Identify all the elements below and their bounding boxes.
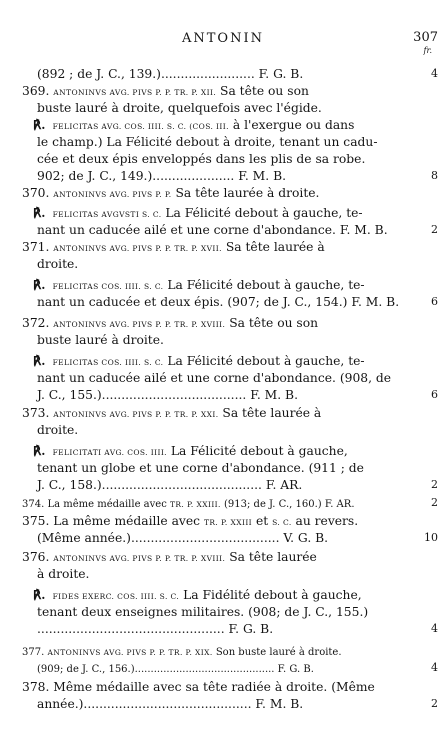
entry-text: 373. [22,406,54,420]
entry-line [22,316,318,332]
entry-line [22,240,325,256]
entry-text: tenant un globe et une corne d'abondance. (911 ; de [37,461,364,475]
entry-text: (909; de J. C., 156.)............................................ F. G. B. [37,664,314,675]
legend-inscription: FELICITAS AVG. COS. IIII. S. C. (COS. III. [52,122,229,131]
price-value: 2 [431,223,438,236]
entry-line [22,680,375,694]
entry-line [37,371,391,385]
entry-line [37,257,78,271]
entry-line [33,588,362,604]
entry-line [37,661,314,677]
value-column-label: fr. [423,46,432,55]
entry-line [37,333,164,347]
entry-text: buste lauré à droite, quelquefois avec l'égide. [37,101,322,115]
legend-inscription: ANTONINVS AVG. PIVS P. P. TR. P. XII. [53,88,217,97]
entry-text: au revers. [291,514,359,528]
legend-inscription: FELICITAS AVGVSTI S. C. [52,210,162,219]
legend-inscription: FELICITATI AVG. COS. IIII. [52,448,167,457]
page-title: ANTONIN [182,31,264,46]
entry-line [37,223,388,237]
running-header [0,31,446,47]
legend-inscription: ANTONINVS AVG. PIVS P. P. TR. P. XVIII. [53,554,226,563]
entry-text: nant un caducée et deux épis. (907; de J. C., 154.) F. M. B. [37,295,400,309]
legend-inscription: FELICITAS COS. IIII. S. C. [52,282,164,291]
entry-text: 376. [22,550,54,564]
entry-text: ................................................ F. G. B. [37,622,274,636]
price-value: 2 [431,478,438,491]
page-number: 307 [413,30,438,45]
entry-text: F. G. B. [254,67,304,81]
entry-text: 902; de J. C., 149.)..................... F. M. B. [37,169,287,183]
entry-text: 375. La même médaille avec [22,514,204,528]
price-value: 4 [431,67,438,80]
entry-text: (913; de J. C., 160.) F. AR. [220,499,355,510]
entry-text: le champ.) La Félicité debout à droite, tenant un cadu- [37,135,378,149]
entry-text: droite. [37,257,79,271]
entry-text: J. C., 155.)..................................... F. M. B. [37,388,298,402]
reverse-symbol: ℟. [33,354,50,368]
entry-line [37,697,303,711]
entry-text: 377. [22,647,48,658]
price-value: 6 [431,295,438,308]
entry-text: tenant deux enseignes militaires. (908; de J. C., 155.) [37,605,369,619]
price-value: 8 [431,169,438,182]
price-value: 2 [431,496,438,509]
entry-text: droite. [37,423,79,437]
legend-inscription: ANTONINVS AVG. PIVS P. P. [53,190,172,199]
entry-text: cée et deux épis enveloppés dans les plis de sa robe. [37,152,366,166]
price-value: 4 [431,622,438,635]
entry-line [37,423,78,437]
entry-line [33,354,365,370]
entry-text: buste lauré à droite. [37,333,164,347]
entry-text: 378. Même médaille avec sa tête radiée à droite. (Même [22,680,375,694]
entry-text: Sa tête laurée à [221,240,325,254]
entry-line [37,531,328,545]
price-value: 6 [431,388,438,401]
entry-text: (892 ; de J. C., 139.)........................ [37,67,255,81]
entry-text: nant un caducée ailé et une corne d'abondance. (908, de [37,371,392,385]
legend-inscription: ANTONINVS AVG. PIVS P. P. TR. P. XXI. [53,410,219,419]
entry-text: La Félicité debout à gauche, te- [163,354,365,368]
legend-inscription: ANTONINVS AVG. PIVS P. P. TR. P. XVII. [53,244,222,253]
entry-text: Sa tête laurée [225,550,317,564]
price-value: 10 [424,531,438,544]
entry-text: Sa tête laurée à [218,406,322,420]
price-value: 2 [431,697,438,710]
entry-line [37,101,322,115]
entry-line [37,478,302,492]
entry-text: La Félicité debout à gauche, te- [163,278,365,292]
entry-line [22,550,317,566]
legend-inscription: TR. P. XXIII [203,518,253,527]
entry-line [33,444,348,460]
entry-text: et [252,514,273,528]
legend-inscription: ANTONINVS AVG. PIVS P. P. TR. P. XVIII. [53,320,226,329]
entry-text: 372. [22,316,54,330]
entry-line [37,388,298,402]
entry-text: La Félicité debout à gauche, [166,444,348,458]
entry-line [37,567,89,581]
entry-line [37,135,377,149]
entry-text: à droite. [37,567,90,581]
reverse-symbol: ℟. [33,278,50,292]
entry-line [33,206,363,222]
entry-text: La Félicité debout à gauche, te- [161,206,363,220]
entry-line [22,406,321,422]
entry-text: 371. [22,240,54,254]
entry-text: 374. La même médaille avec [22,499,170,510]
entry-text: Sa tête laurée à droite. [171,186,320,200]
legend-inscription: S. C. [272,518,292,527]
entry-line [37,169,286,183]
price-value: 4 [431,661,438,674]
entry-text: Sa tête ou son [225,316,319,330]
entry-text: année.)........................................... F. M. B. [37,697,304,711]
entry-line [37,67,303,81]
legend-inscription: ANTONINVS AVG. PIVS P. P. TR. P. XIX. [47,648,213,657]
entry-line [22,514,358,530]
entry-line [37,152,365,166]
entry-line [33,118,354,134]
legend-inscription: FIDES EXERC. COS. IIII. S. C. [52,592,180,601]
legend-inscription: FELICITAS COS. IIII. S. C. [52,358,164,367]
entry-line [37,461,364,475]
entry-line [37,622,273,636]
entry-line [37,605,368,619]
entry-text: La Fidélité debout à gauche, [179,588,362,602]
reverse-symbol: ℟. [33,206,50,220]
entry-text: J. C., 158.)......................................... F. AR. [37,478,303,492]
entry-line [22,644,342,660]
entry-line [22,496,355,512]
entry-text: Son buste lauré à droite. [212,647,342,658]
entry-text: 370. [22,186,54,200]
entry-text: 369. [22,84,54,98]
entry-line [22,84,309,100]
entry-line [22,186,319,202]
legend-inscription: TR. P. XXIII. [169,500,221,509]
entry-text: à l'exergue ou dans [228,118,355,132]
entry-line [37,295,399,309]
reverse-symbol: ℟. [33,444,50,458]
reverse-symbol: ℟. [33,118,50,132]
entry-line [33,278,365,294]
reverse-symbol: ℟. [33,588,50,602]
entry-text: nant un caducée ailé et une corne d'abondance. F. M. B. [37,223,388,237]
entry-text: Sa tête ou son [216,84,309,98]
entry-text: (Même année.)...................................... V. G. B. [37,531,329,545]
